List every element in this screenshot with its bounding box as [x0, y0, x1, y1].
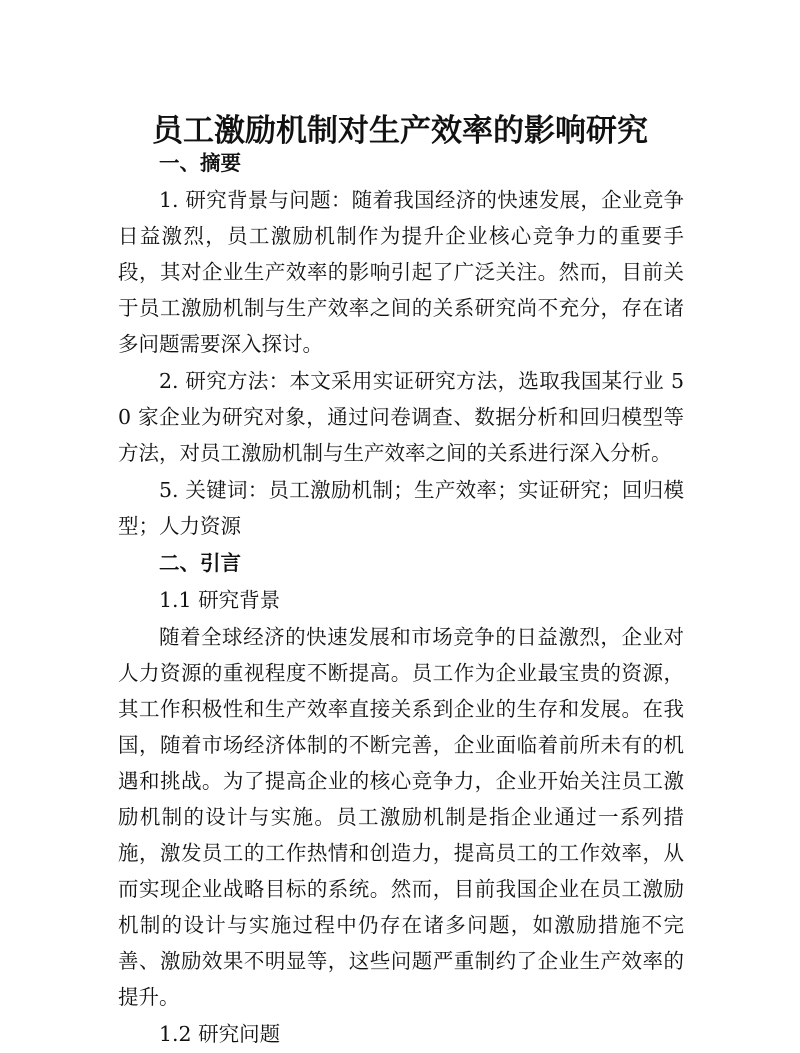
abstract-paragraph-background: 1. 研究背景与问题：随着我国经济的快速发展，企业竞争日益激烈，员工激励机制作为提升企业核心竞争力的重要手段，其对企业生产效率的影响引起了广泛关注。然而，目前关于员工激励机制与生产效率之间的关系研究尚不充分，存在诸多问题需要深入探讨。	[118, 188, 684, 356]
abstract-heading: 一、摘要	[159, 151, 241, 175]
section-1-1-heading: 1.1 研究背景	[159, 588, 281, 612]
document-title: 员工激励机制对生产效率的影响研究	[152, 112, 648, 149]
abstract-paragraph-method: 2. 研究方法：本文采用实证研究方法，选取我国某行业 50 家企业为研究对象，通过问卷调查、数据分析和回归模型等方法，对员工激励机制与生产效率之间的关系进行深入分析。	[118, 369, 684, 465]
section-1-2-heading: 1.2 研究问题	[159, 1022, 281, 1046]
introduction-heading: 二、引言	[159, 551, 241, 575]
abstract-paragraph-keywords: 5. 关键词：员工激励机制；生产效率；实证研究；回归模型；人力资源	[118, 478, 684, 538]
document-body	[118, 145, 684, 1053]
section-1-1-paragraph: 随着全球经济的快速发展和市场竞争的日益激烈，企业对人力资源的重视程度不断提高。员工作为企业最宝贵的资源，其工作积极性和生产效率直接关系到企业的生存和发展。在我国，随着市场经济体制的不断完善，企业面临着前所未有的机遇和挑战。为了提高企业的核心竞争力，企业开始关注员工激励机制的设计与实施。员工激励机制是指企业通过一系列措施，激发员工的工作热情和创造力，提高员工的工作效率，从而实现企业战略目标的系统。然而，目前我国企业在员工激励机制的设计与实施过程中仍存在诸多问题，如激励措施不完善、激励效果不明显等，这些问题严重制约了企业生产效率的提升。	[118, 625, 684, 1009]
